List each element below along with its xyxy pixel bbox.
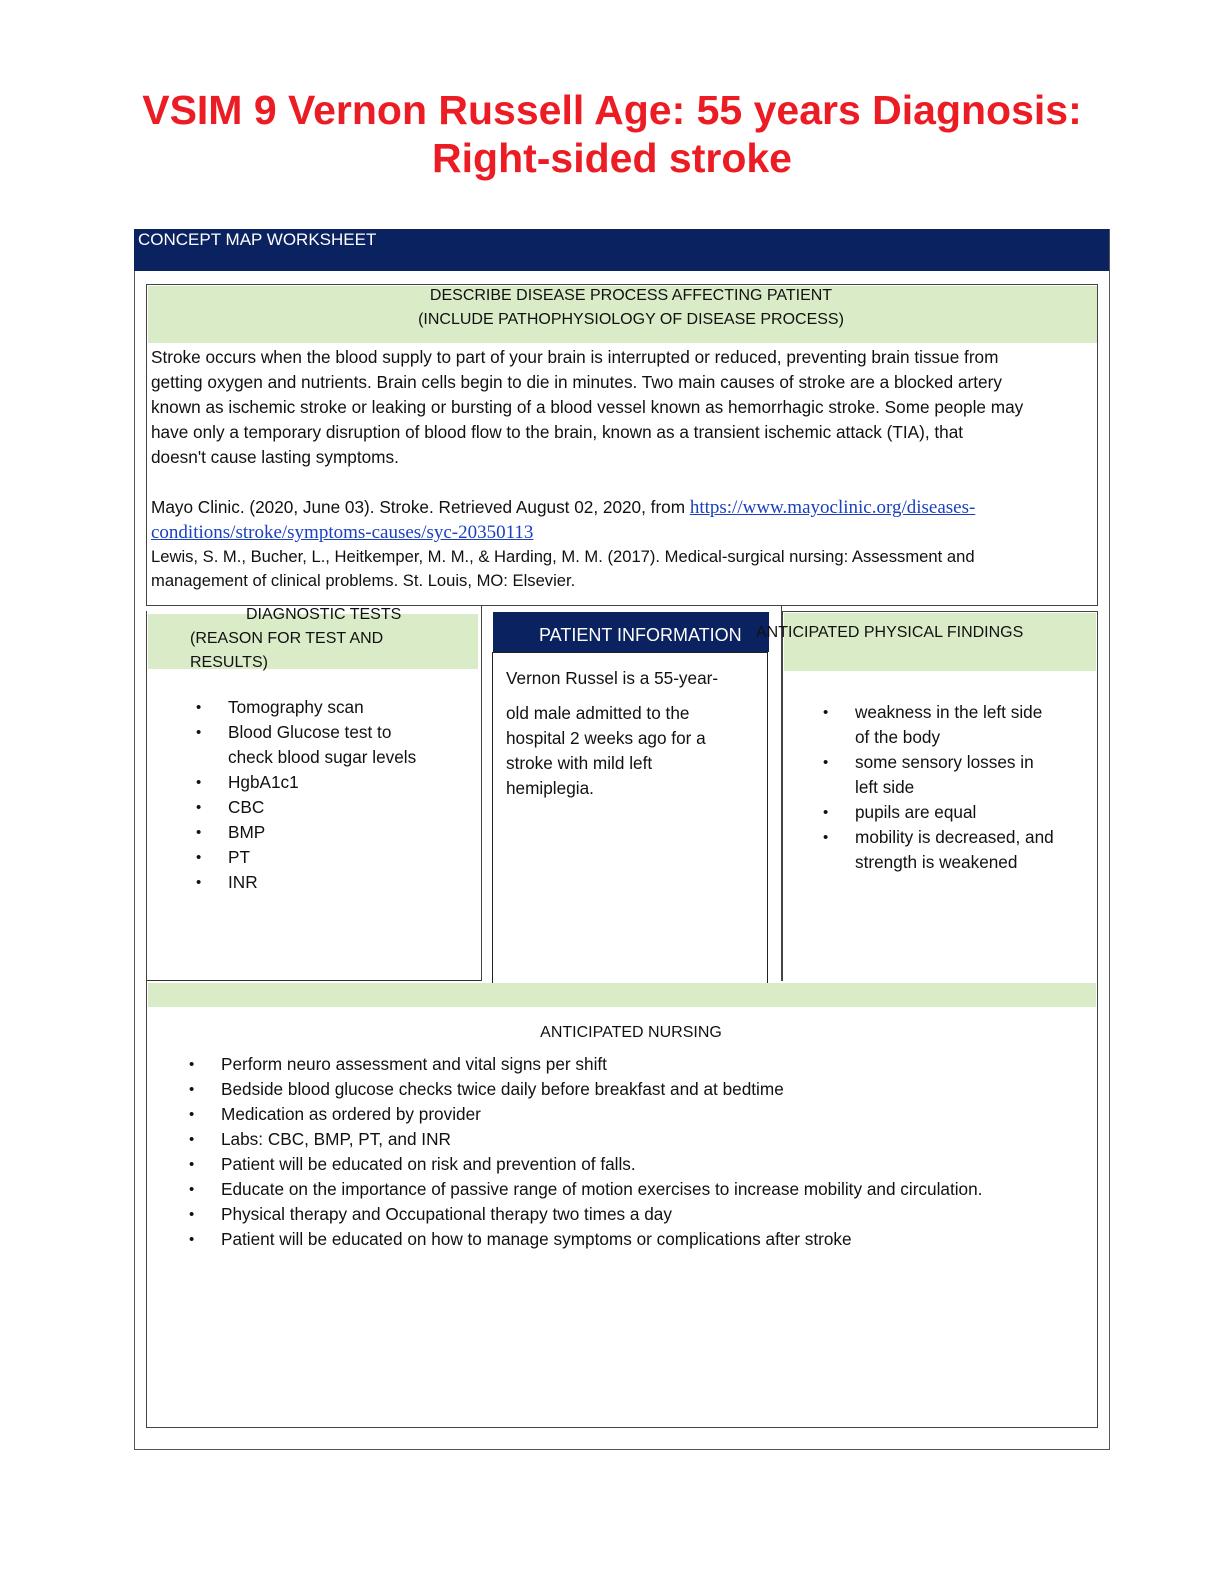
disease-heading-line-1: DESCRIBE DISEASE PROCESS AFFECTING PATIENT (429, 287, 833, 304)
list-item: • Labs: CBC, BMP, PT, and INR (189, 1127, 1089, 1152)
reference-mayo-text: Mayo Clinic. (2020, June 03). Stroke. Retrieved August 02, 2020, from (151, 497, 690, 517)
physical-heading: ANTICIPATED PHYSICAL FINDINGS (756, 624, 1024, 641)
list-item-line: • weakness in the left side (855, 702, 1043, 722)
list-item: • Medication as ordered by provider (189, 1102, 1089, 1127)
title-line-2: Right-sided stroke (432, 135, 792, 181)
diagnostic-heading-line-3: RESULTS) (190, 654, 268, 671)
patient-info-text (506, 666, 764, 801)
list-item: • Physical therapy and Occupational therapy two times a day (189, 1202, 1089, 1227)
worksheet-banner-label: CONCEPT MAP WORKSHEET (138, 230, 377, 249)
list-item: • Perform neuro assessment and vital signs per shift (189, 1052, 1089, 1077)
reference-mayo-link-2[interactable]: conditions/stroke/symptoms-causes/syc-20350113 (151, 522, 534, 543)
disease-line: have only a temporary disruption of blood flow to the brain, known as a transient ischemic attack (TIA), that (151, 422, 964, 442)
list-item: • Patient will be educated on how to manage symptoms or complications after stroke (189, 1227, 1089, 1252)
reference-lewis-line-1: Lewis, S. M., Bucher, L., Heitkemper, M. M., & Harding, M. M. (2017). Medical-surgical nursing: Assessment and (151, 547, 975, 566)
reference-mayo-link[interactable]: https://www.mayoclinic.org/diseases- (689, 497, 976, 518)
disease-heading (148, 284, 1114, 332)
worksheet-banner (134, 229, 1109, 271)
patient-info-line-1: Vernon Russel is a 55-year- (506, 668, 719, 688)
patient-info-heading: PATIENT INFORMATION (539, 625, 742, 645)
list-item: • Tomography scan (196, 695, 476, 720)
disease-line: Stroke occurs when the blood supply to part of your brain is interrupted or reduced, preventing brain tissue from (151, 347, 999, 367)
list-item-line: strength is weakened (855, 852, 1018, 872)
list-item-line: • mobility is decreased, and (855, 827, 1054, 847)
diagnostic-list (196, 695, 476, 895)
list-item-line: left side (855, 777, 915, 797)
patient-info-line-5: hemiplegia. (506, 778, 594, 798)
nursing-heading: ANTICIPATED NURSING (540, 1024, 722, 1041)
list-item (823, 825, 1093, 875)
reference-mayo-link-cont (151, 520, 1101, 545)
physical-list (823, 700, 1093, 875)
patient-info-tab (493, 612, 769, 652)
diagnostic-heading-line-1: DIAGNOSTIC TESTS (246, 606, 402, 623)
disease-line: getting oxygen and nutrients. Brain cells begin to die in minutes. Two main causes of stroke are a blocked artery (151, 372, 1002, 392)
patient-info-line-3: hospital 2 weeks ago for a (506, 728, 706, 748)
list-item: • Educate on the importance of passive range of motion exercises to increase mobility and circulation. (189, 1177, 1089, 1202)
list-item (823, 800, 1093, 825)
diagnostic-heading-line-2: (REASON FOR TEST AND (190, 630, 384, 647)
page-title (60, 86, 1164, 182)
list-item: • CBC (196, 795, 476, 820)
diagnostic-heading (190, 603, 460, 675)
disease-description (151, 345, 1101, 470)
list-item: • PT (196, 845, 476, 870)
list-item: • Patient will be educated on risk and prevention of falls. (189, 1152, 1089, 1177)
list-item-line: • some sensory losses in (855, 752, 1034, 772)
list-item: • INR (196, 870, 476, 895)
references (151, 495, 1101, 593)
list-item-continuation: check blood sugar levels (228, 747, 417, 767)
nursing-list (189, 1052, 1089, 1252)
reference-lewis-line-2: management of clinical problems. St. Louis, MO: Elsevier. (151, 571, 576, 590)
list-item: • Bedside blood glucose checks twice daily before breakfast and at bedtime (189, 1077, 1089, 1102)
list-item-line: of the body (855, 727, 941, 747)
patient-info-line-4: stroke with mild left (506, 753, 653, 773)
reference-mayo (151, 495, 1101, 520)
list-item-line: • pupils are equal (855, 802, 977, 822)
disease-heading-line-2: (INCLUDE PATHOPHYSIOLOGY OF DISEASE PROCESS) (418, 311, 844, 328)
disease-line: known as ischemic stroke or leaking or bursting of a blood vessel known as hemorrhagic stroke. Some people may (151, 397, 1024, 417)
disease-line: doesn't cause lasting symptoms. (151, 447, 399, 467)
list-item: • BMP (196, 820, 476, 845)
list-item: • Blood Glucose test to (196, 720, 476, 745)
list-item: • HgbA1c1 (196, 770, 476, 795)
list-item (823, 750, 1093, 800)
patient-info-line-2: old male admitted to the (506, 703, 690, 723)
title-line-1: VSIM 9 Vernon Russell Age: 55 years Diagnosis: (142, 87, 1082, 133)
list-item (823, 700, 1093, 750)
